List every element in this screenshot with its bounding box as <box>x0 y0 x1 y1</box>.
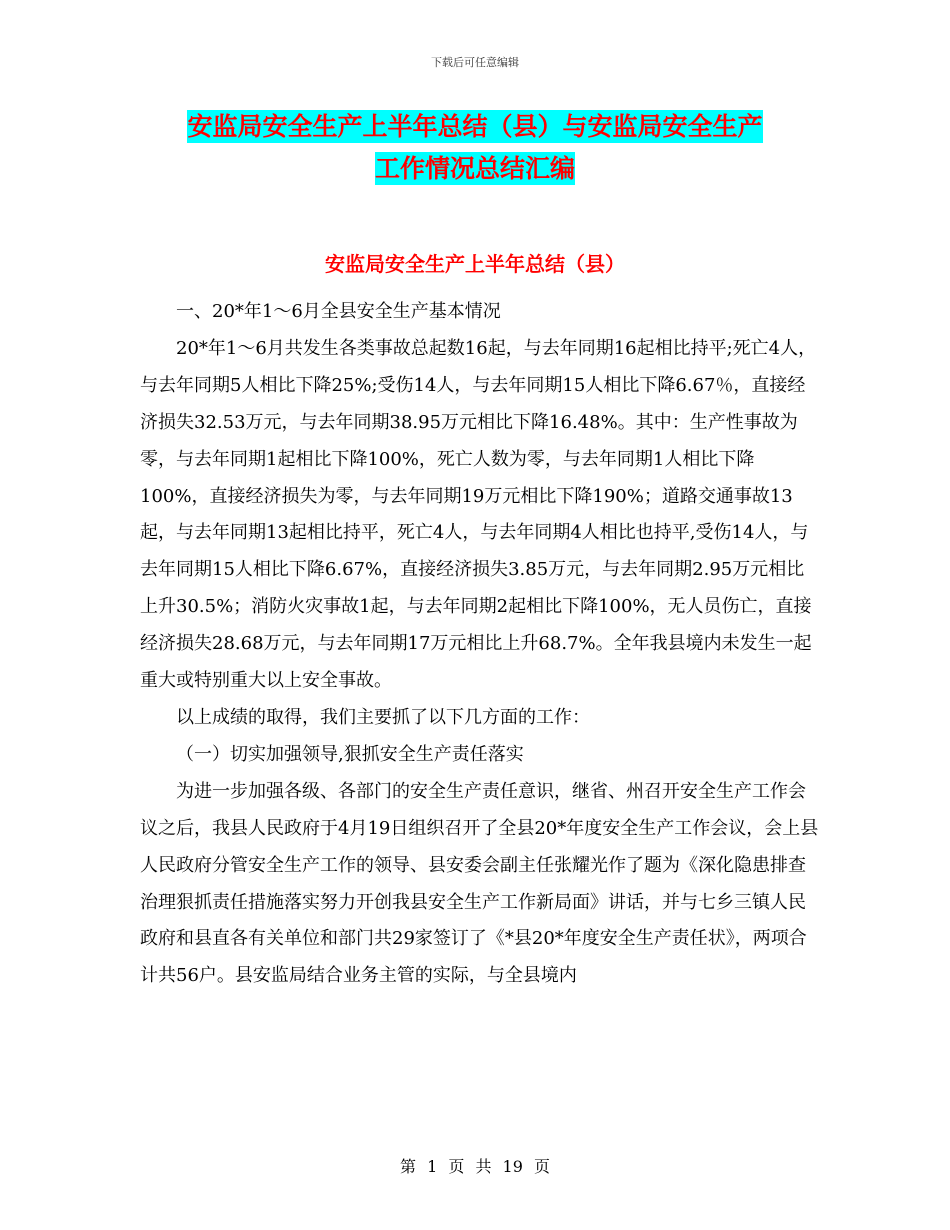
heading-basic-situation: 一、20*年1～6月全县安全生产基本情况 <box>176 301 501 322</box>
paragraph-statistics: 20*年1～6月共发生各类事故总起数16起，与去年同期16起相比持平;死亡4人，与去年同期5人相比下降25%;受伤14人，与去年同期15人相比下降6.67％，直接经济损失32.53万元，与去年同期38.95万元相比下降16.48%。其中：生产性事故为零，与去年同期1起相比下降100%，死亡人数为零，与去年同期1人相比下降100%，直接经济损失为零，与去年同期19万元相比下降190%；道路交通事故13起，与去年同期13起相比持平，死亡4人，与去年同期4人相比也持平,受伤14人，与去年同期15人相比下降6.67%，直接经济损失3.85万元，与去年同期2.95万元相比上升30.5%；消防火灾事故1起，与去年同期2起相比下降100%，无人员伤亡，直接经济损失28.68万元，与去年同期17万元相比上升68.7%。全年我县境内未发生一起重大或特别重大以上安全事故。 <box>140 337 817 692</box>
paragraph-responsibility: 为进一步加强各级、各部门的安全生产责任意识，继省、州召开安全生产工作会议之后，我县人民政府于4月19日组织召开了全县20*年度安全生产工作会议，会上县人民政府分管安全生产工作的领导、县安委会副主任张耀光作了题为《深化隐患排查治理狠抓责任措施落实努力开创我县安全生产工作新局面》讲话，并与七乡三镇人民政府和县直各有关单位和部门共29家签订了《*县20*年度安全生产责任状》，两项合计共56户。县安监局结合业务主管的实际，与全县境内 <box>140 780 819 987</box>
section-title: 安监局安全生产上半年总结（县） <box>325 252 625 276</box>
main-title-line2: 工作情况总结汇编 <box>374 154 575 183</box>
document-body <box>140 294 820 995</box>
main-title <box>0 106 950 190</box>
paragraph-achievements: 以上成绩的取得，我们主要抓了以下几方面的工作： <box>176 706 590 728</box>
heading-leadership: （一）切实加强领导,狠抓安全生产责任落实 <box>176 743 524 765</box>
page-footer: 第 1 页 共 19 页 <box>400 1157 550 1176</box>
main-title-line1: 安监局安全生产上半年总结（县）与安监局安全生产 <box>187 112 763 141</box>
header-note: 下载后可任意编辑 <box>431 56 519 69</box>
